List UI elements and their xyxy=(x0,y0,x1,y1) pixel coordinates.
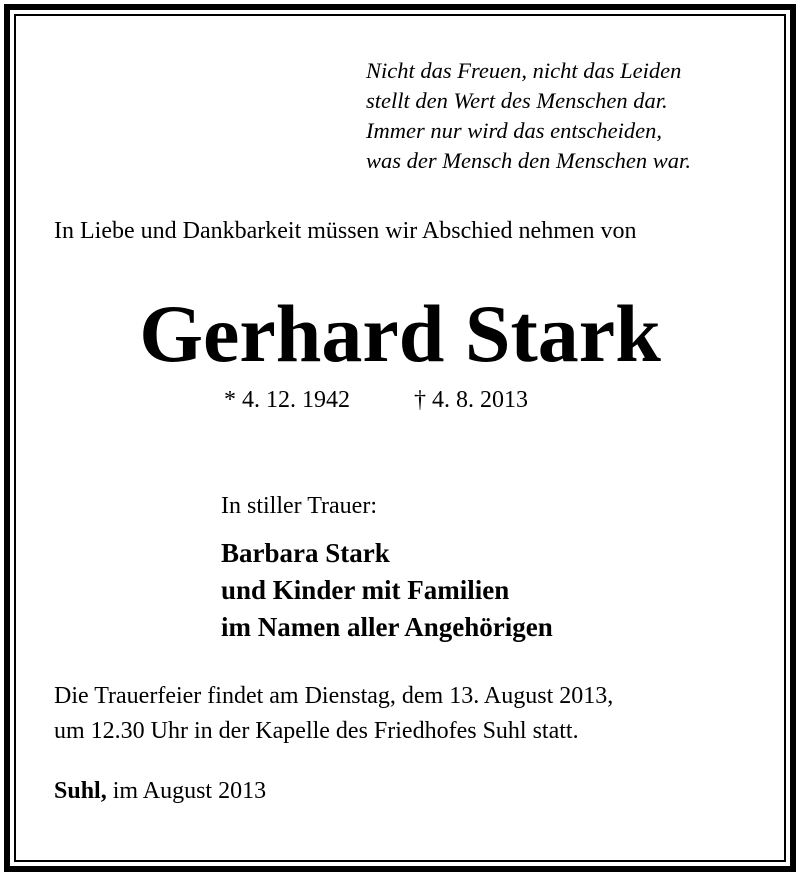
death-date: † 4. 8. 2013 xyxy=(414,387,528,413)
poem-line: Nicht das Freuen, nicht das Leiden xyxy=(366,58,682,83)
mourner-line: und Kinder mit Familien xyxy=(221,575,510,605)
intro-text: In Liebe und Dankbarkeit müssen wir Abschied nehmen von xyxy=(54,218,637,244)
place-date: im August 2013 xyxy=(112,778,267,804)
mourners-list xyxy=(221,535,553,646)
service-line: um 12.30 Uhr in der Kapelle des Friedhofes Suhl statt. xyxy=(54,718,579,744)
poem-line: stellt den Wert des Menschen dar. xyxy=(366,88,668,113)
place-and-date xyxy=(54,778,266,805)
life-dates xyxy=(224,387,528,414)
poem xyxy=(366,56,691,176)
mourner-line: Barbara Stark xyxy=(221,538,390,568)
service-line: Die Trauerfeier findet am Dienstag, dem 13. August 2013, xyxy=(54,683,614,709)
funeral-service-info xyxy=(54,679,613,749)
poem-line: was der Mensch den Menschen war. xyxy=(366,148,691,173)
mourning-label: In stiller Trauer: xyxy=(221,493,377,519)
mourner-line: im Namen aller Angehörigen xyxy=(221,612,553,642)
place-city: Suhl, xyxy=(54,778,107,804)
birth-date: * 4. 12. 1942 xyxy=(224,387,350,413)
poem-line: Immer nur wird das entscheiden, xyxy=(366,118,663,143)
deceased-name: Gerhard Stark xyxy=(139,288,661,379)
